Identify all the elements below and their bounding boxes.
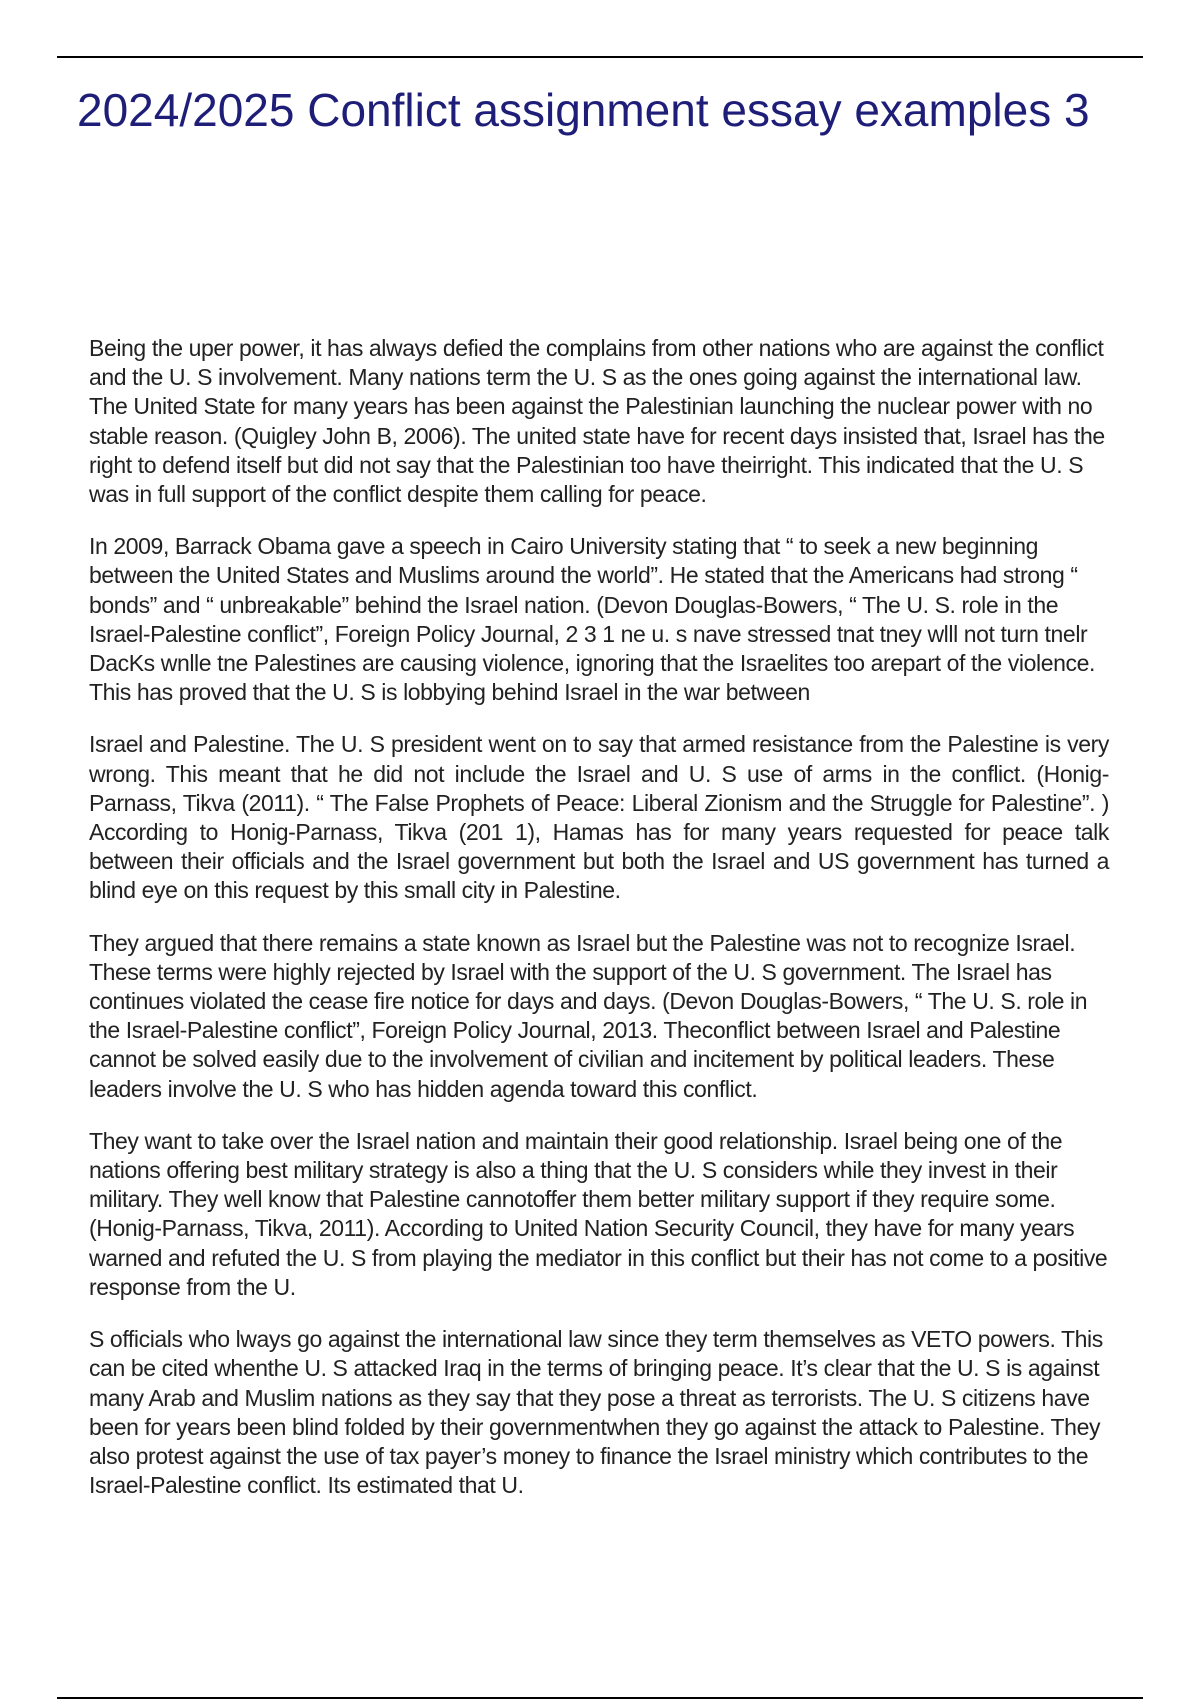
paragraph-6: S officials who lways go against the international law since they term themselves as VETO powers. This can be cited whenthe U. S attacked Iraq in the terms of bringing peace. It’s clear that the U. S is against many Arab and Muslim nations as they say that they pose a threat as terrorists. The U. S citizens have been for years been blind folded by their governmentwhen they go against the attack to Palestine. They also protest against the use of tax payer’s money to finance the Israel ministry which contributes to the Israel-Palestine conflict. Its estimated that U. [89, 1326, 1103, 1499]
document-body [89, 334, 1109, 1523]
paragraph-3: Israel and Palestine. The U. S president went on to say that armed resistance from the Palestine is very wrong. This meant that he did not include the Israel and U. S use of arms in the conflict. (Honig-Parnass, Tikva (2011). “ The False Prophets of Peace: Liberal Zionism and the Struggle for Palestine”. ) According to Honig-Parnass, Tikva (201 1), Hamas has for many years requested for peace talk between their officials and the Israel government but both the Israel and US government has turned a blind eye on this request by this small city in Palestine. [89, 731, 1109, 904]
paragraph-2: In 2009, Barrack Obama gave a speech in Cairo University stating that “ to seek a new beginning between the United States and Muslims around the world”. He stated that the Americans had strong “ bonds” and “ unbreakable” behind the Israel nation. (Devon Douglas-Bowers, “ The U. S. role in the Israel-Palestine conflict”, Foreign Policy Journal, 2 3 1 ne u. s nave stressed tnat tney wlll not turn tnelr DacKs wnlle tne Palestines are causing violence, ignoring that the Israelites too arepart of the violence. This has proved that the U. S is lobbying behind Israel in the war between [89, 533, 1095, 706]
paragraph-4: They argued that there remains a state known as Israel but the Palestine was not to recognize Israel. These terms were highly rejected by Israel with the support of the U. S government. The Israel has continues violated the cease fire notice for days and days. (Devon Douglas-Bowers, “ The U. S. role in the Israel-Palestine conflict”, Foreign Policy Journal, 2013. Theconflict between Israel and Palestine cannot be solved easily due to the involvement of civilian and incitement by political leaders. These leaders involve the U. S who has hidden agenda toward this conflict. [89, 929, 1088, 1102]
paragraph-1: Being the uper power, it has always defied the complains from other nations who are against the conflict and the U. S involvement. Many nations term the U. S as the ones going against the international law. The United State for many years has been against the Palestinian launching the nuclear power with no stable reason. (Quigley John B, 2006). The united state have for recent days insisted that, Israel has the right to defend itself but did not say that the Palestinian too have theirright. This indicated that the U. S was in full support of the conflict despite them calling for peace. [89, 335, 1105, 508]
document-title: 2024/2025 Conflict assignment essay examples 3 [77, 84, 1090, 136]
bottom-rule [57, 1697, 1143, 1699]
paragraph-5: They want to take over the Israel nation and maintain their good relationship. Israel being one of the nations offering best military strategy is also a thing that the U. S considers while they invest in their military. They well know that Palestine cannotoffer them better military support if they require some. (Honig-Parnass, Tikva, 2011). According to United Nation Security Council, they have for many years warned and refuted the U. S from playing the mediator in this conflict but their has not come to a positive response from the U. [89, 1127, 1108, 1300]
top-rule [57, 56, 1143, 58]
